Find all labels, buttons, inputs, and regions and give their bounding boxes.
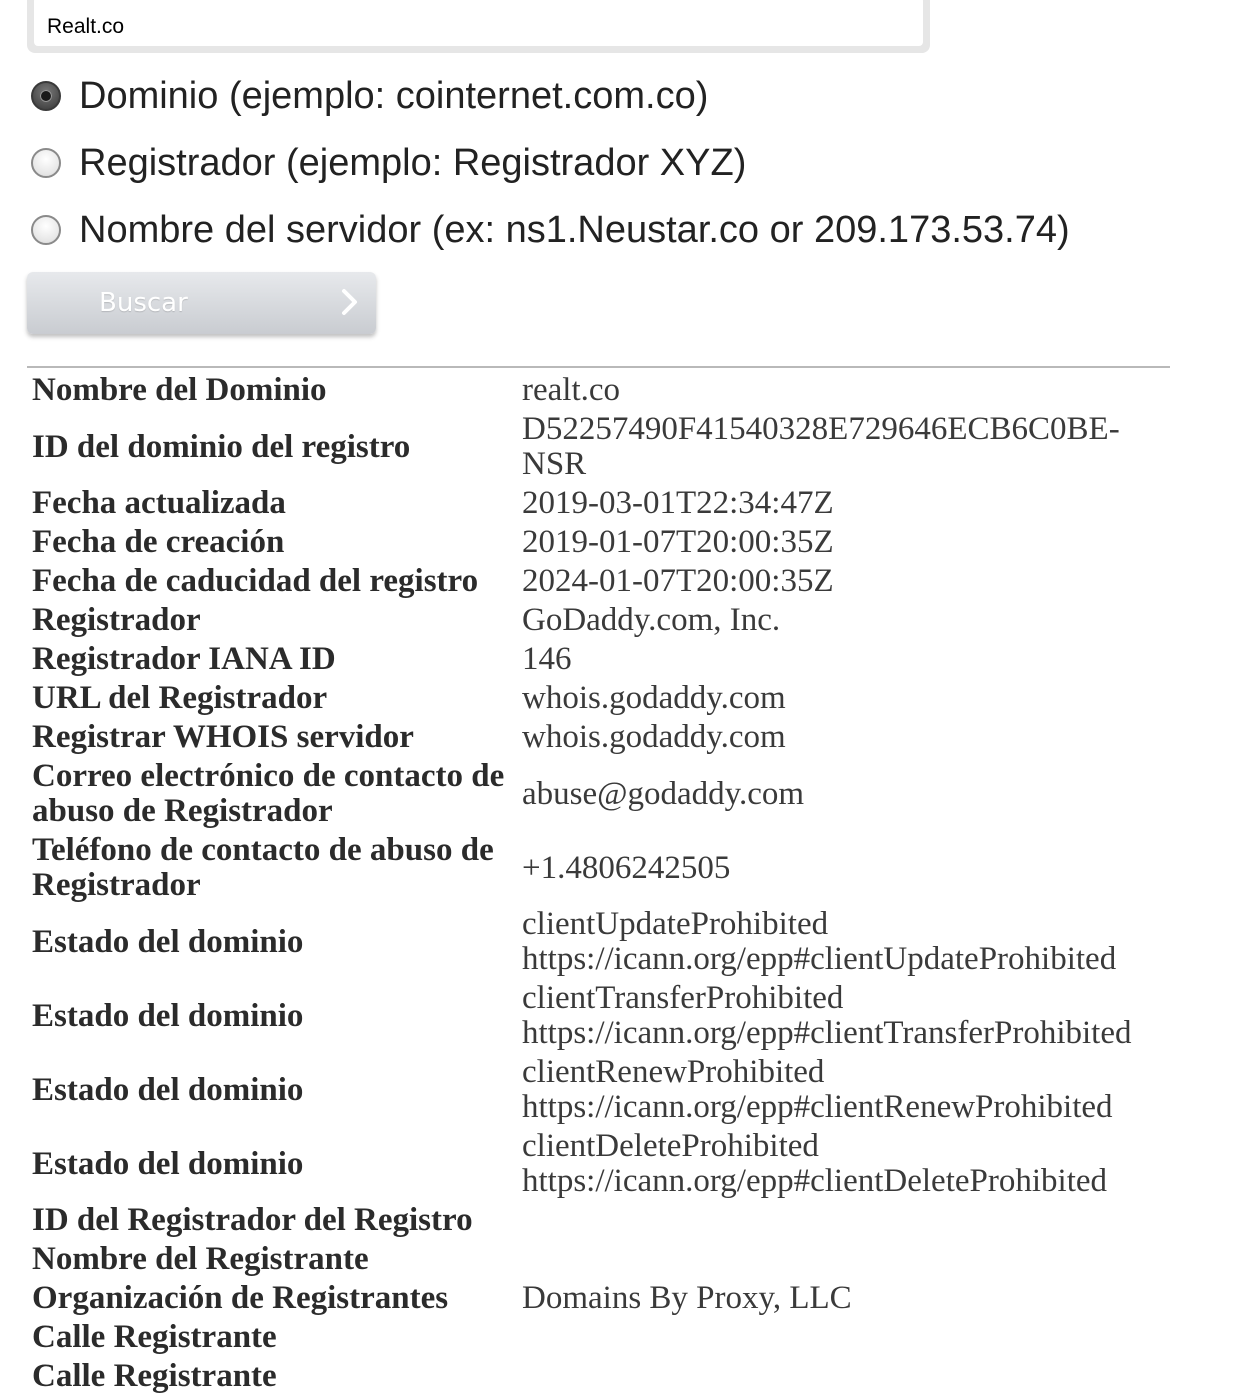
row-label: Registrador IANA ID: [32, 641, 336, 677]
table-row: [27, 1318, 1170, 1357]
radio-nombre-servidor[interactable]: [31, 215, 61, 245]
buscar-button[interactable]: [27, 272, 376, 334]
table-row: [27, 679, 1170, 718]
table-row: [27, 757, 1170, 831]
table-row: [27, 601, 1170, 640]
row-value: [517, 905, 1170, 979]
status-url: https://icann.org/epp#clientTransferProhibited: [522, 1015, 1132, 1051]
table-row: [27, 905, 1170, 979]
row-value: [517, 1357, 1170, 1396]
status-code: clientUpdateProhibited: [522, 906, 829, 942]
table-row: [27, 1053, 1170, 1127]
row-label: Nombre del Registrante: [32, 1241, 369, 1277]
row-value: D52257490F41540328E729646ECB6C0BE-NSR: [522, 411, 1120, 482]
row-value: [517, 1201, 1170, 1240]
row-label: Registrar WHOIS servidor: [32, 719, 414, 755]
table-row: [27, 1357, 1170, 1396]
row-value: 2024-01-07T20:00:35Z: [522, 563, 834, 599]
row-label: Fecha de creación: [32, 524, 285, 560]
row-label: Nombre del Dominio: [32, 372, 327, 408]
row-label: Organización de Registrantes: [32, 1280, 449, 1316]
status-url: https://icann.org/epp#clientDeleteProhibited: [522, 1163, 1108, 1199]
row-value: [517, 1127, 1170, 1201]
radio-dominio[interactable]: [31, 81, 61, 111]
table-row: [27, 1240, 1170, 1279]
row-label: Fecha actualizada: [32, 485, 286, 521]
table-row: [27, 1279, 1170, 1318]
row-value: 2019-01-07T20:00:35Z: [522, 524, 834, 560]
row-value: whois.godaddy.com: [522, 680, 786, 716]
table-row: [27, 523, 1170, 562]
table-row: [27, 484, 1170, 523]
option-nombre-servidor[interactable]: [31, 205, 1070, 255]
row-value: [517, 1053, 1170, 1127]
option-registrador[interactable]: [31, 138, 746, 188]
row-value: GoDaddy.com, Inc.: [522, 602, 781, 638]
row-label: Teléfono de contacto de abuso de Registrador: [32, 832, 494, 903]
table-row: [27, 831, 1170, 905]
row-label: Registrador: [32, 602, 201, 638]
search-field-frame: [34, 0, 923, 46]
status-url: https://icann.org/epp#clientRenewProhibited: [522, 1089, 1113, 1125]
option-dominio[interactable]: [31, 71, 708, 121]
row-value: +1.4806242505: [522, 849, 731, 886]
search-input[interactable]: [47, 15, 647, 39]
status-code: clientRenewProhibited: [522, 1054, 825, 1090]
row-label: Estado del dominio: [32, 1145, 304, 1182]
row-value: abuse@godaddy.com: [522, 775, 805, 812]
status-url: https://icann.org/epp#clientUpdateProhibited: [522, 941, 1117, 977]
table-row: [27, 371, 1170, 410]
row-value: [517, 979, 1170, 1053]
table-row: [27, 718, 1170, 757]
table-row: [27, 562, 1170, 601]
row-label: Correo electrónico de contacto de abuso de Registrador: [32, 758, 505, 829]
status-code: clientTransferProhibited: [522, 980, 844, 1016]
row-value: [517, 1240, 1170, 1279]
row-label: Estado del dominio: [32, 1071, 304, 1108]
option-registrador-label: Registrador (ejemplo: Registrador XYZ): [79, 141, 747, 184]
radio-registrador[interactable]: [31, 148, 61, 178]
row-label: Estado del dominio: [32, 997, 304, 1034]
option-dominio-label: Dominio (ejemplo: cointernet.com.co): [79, 74, 709, 117]
table-row: [27, 640, 1170, 679]
row-label: Calle Registrante: [32, 1319, 277, 1355]
results-divider: [27, 366, 1170, 368]
table-row: [27, 1201, 1170, 1240]
row-label: URL del Registrador: [32, 680, 328, 716]
buscar-button-label: Buscar: [99, 288, 188, 318]
search-box: [27, 0, 930, 53]
whois-results-table: [27, 371, 1170, 1396]
row-value: [517, 1318, 1170, 1357]
chevron-right-icon: [340, 287, 360, 317]
table-row: [27, 979, 1170, 1053]
row-label: ID del dominio del registro: [32, 428, 411, 465]
row-label: Calle Registrante: [32, 1358, 277, 1394]
row-value: realt.co: [522, 372, 621, 408]
row-value: 2019-03-01T22:34:47Z: [522, 485, 834, 521]
row-value: Domains By Proxy, LLC: [522, 1280, 852, 1316]
row-label: ID del Registrador del Registro: [32, 1202, 473, 1238]
table-row: [27, 1127, 1170, 1201]
option-nombre-servidor-label: Nombre del servidor (ex: ns1.Neustar.co or 209.173.53.74): [79, 208, 1070, 251]
status-code: clientDeleteProhibited: [522, 1128, 819, 1164]
row-label: Fecha de caducidad del registro: [32, 563, 479, 599]
row-value: 146: [522, 641, 572, 677]
row-value: whois.godaddy.com: [522, 719, 786, 755]
row-label: Estado del dominio: [32, 923, 304, 960]
table-row: [27, 410, 1170, 484]
